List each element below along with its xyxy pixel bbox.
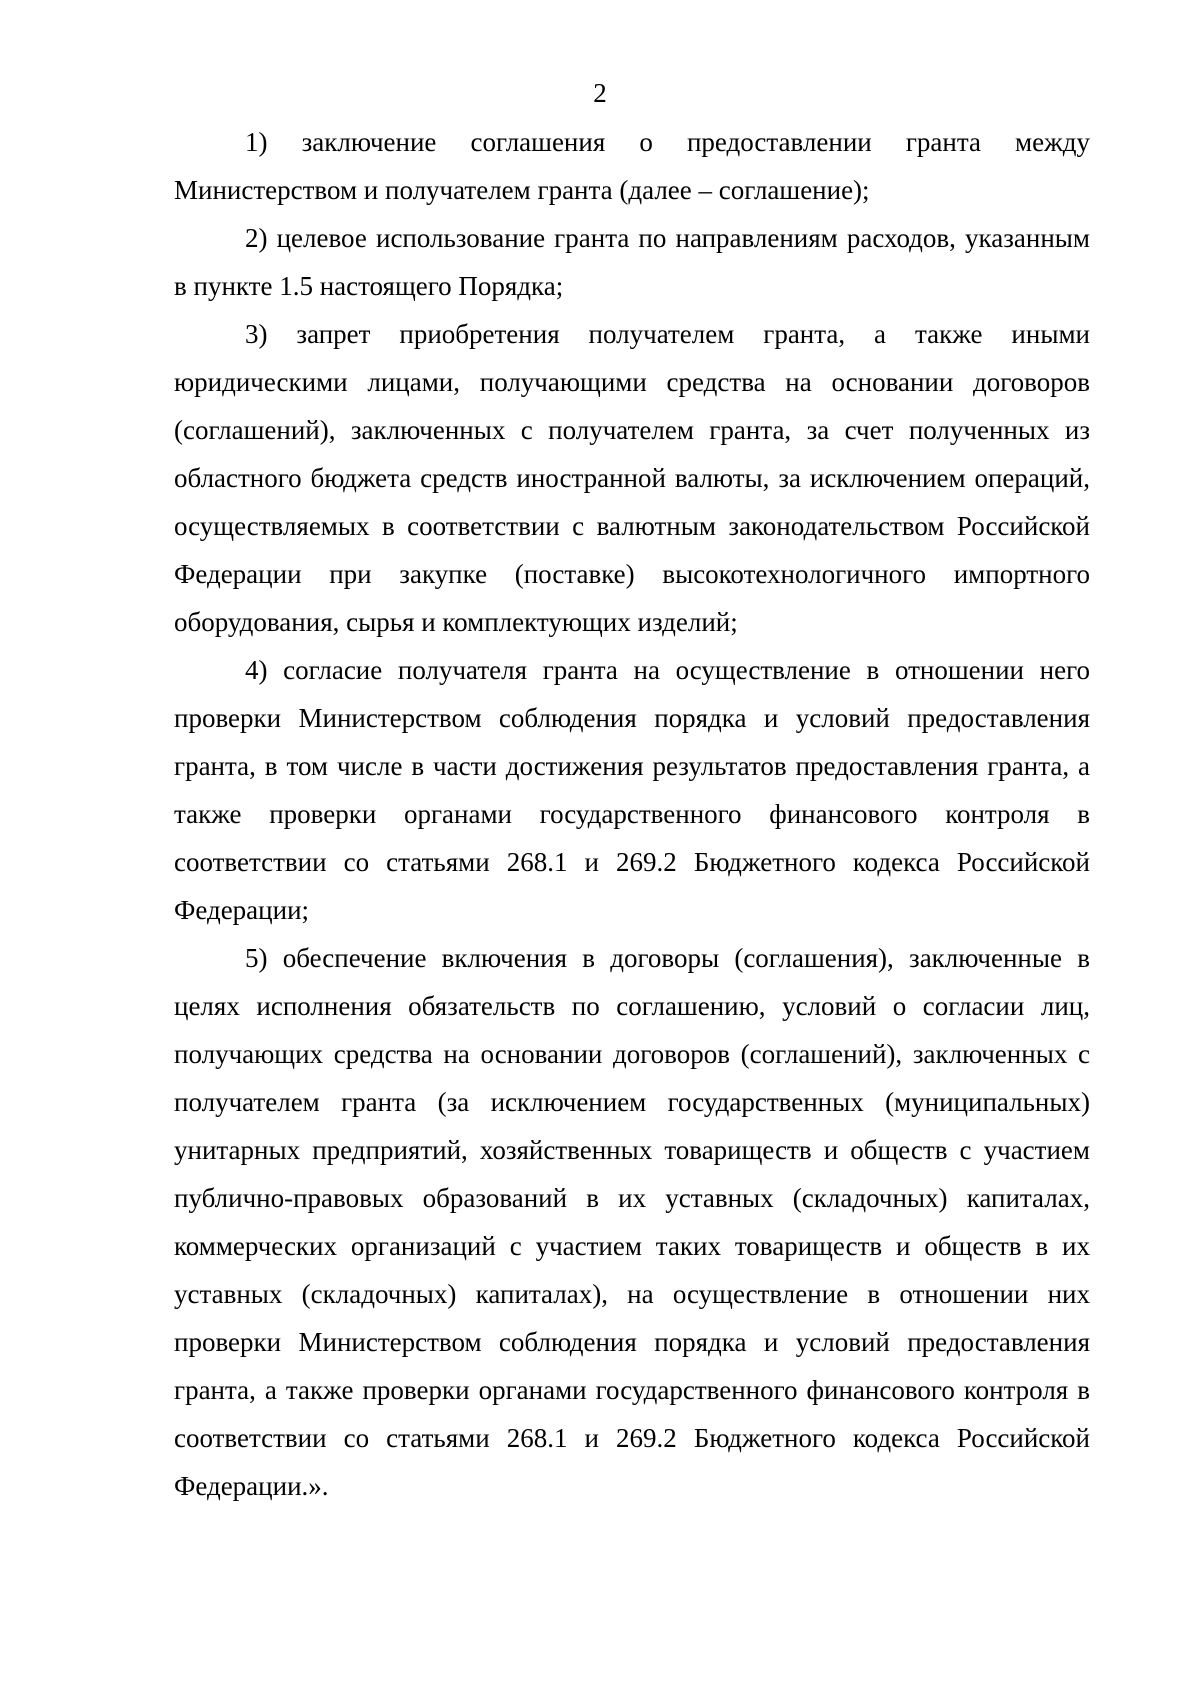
page-number: 2 <box>593 78 607 108</box>
paragraph-item-1: 1) заключение соглашения о предоставлении гранта между Министерством и получателем гранта (далее – соглашение); <box>174 127 1090 205</box>
paragraph-item-5: 5) обеспечение включения в договоры (соглашения), заключенные в целях исполнения обязательств по соглашению, условий о согласии лиц, получающих средства на основании договоров (соглашений), заключенных с получателем гранта (за исключением государственных (муниципальных) унитарных предприятий, хозяйственных товариществ и обществ с участием публично-правовых образований в их уставных (складочных) капиталах, коммерческих организаций с участием таких товариществ и обществ в их уставных (складочных) капиталах), на осуществление в отношении них проверки Министерством соблюдения порядка и условий предоставления гранта, а также проверки органами государственного финансового контроля в соответствии со статьями 268.1 и 269.2 Бюджетного кодекса Российской Федерации.». <box>174 943 1090 1501</box>
paragraph-item-2: 2) целевое использование гранта по направлениям расходов, указанным в пункте 1.5 настоящего Порядка; <box>174 223 1090 301</box>
paragraph-item-3: 3) запрет приобретения получателем гранта, а также иными юридическими лицами, получающими средства на основании договоров (соглашений), заключенных с получателем гранта, за счет полученных из областного бюджета средств иностранной валюты, за исключением операций, осуществляемых в соответствии с валютным законодательством Российской Федерации при закупке (поставке) высокотехнологичного импортного оборудования, сырья и комплектующих изделий; <box>174 319 1090 637</box>
paragraph-item-4: 4) согласие получателя гранта на осуществление в отношении него проверки Министерством соблюдения порядка и условий предоставления гранта, в том числе в части достижения результатов предоставления гранта, а также проверки органами государственного финансового контроля в соответствии со статьями 268.1 и 269.2 Бюджетного кодекса Российской Федерации; <box>174 655 1090 925</box>
